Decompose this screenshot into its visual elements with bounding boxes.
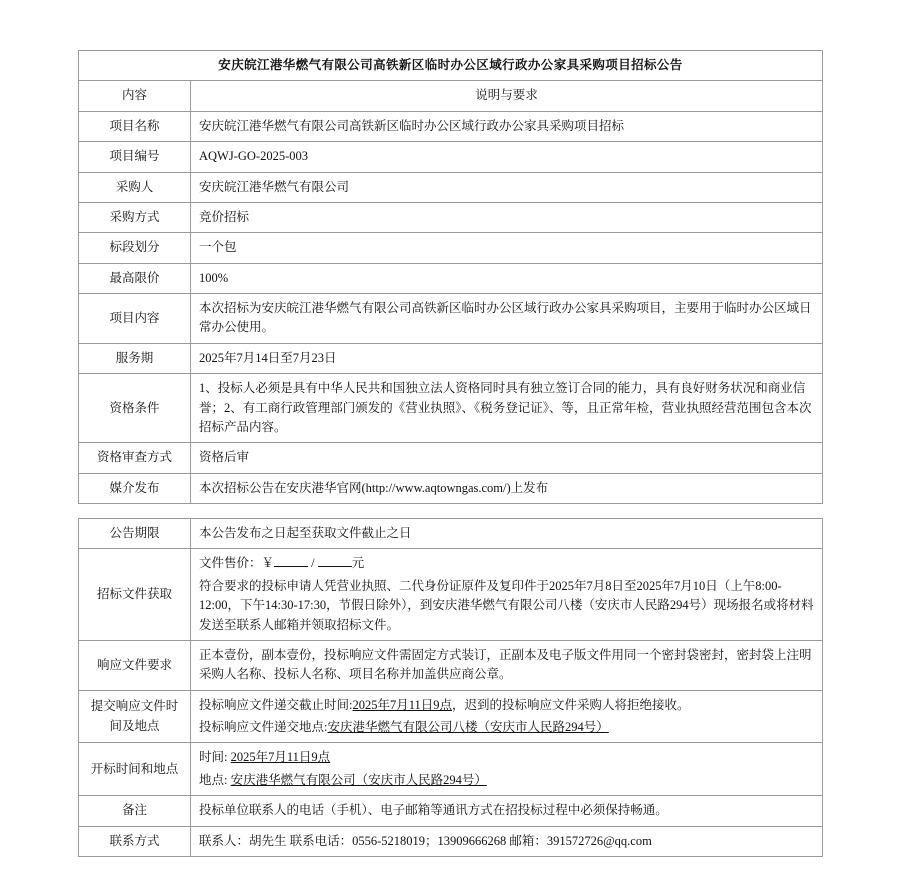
table-row <box>79 111 823 141</box>
row-value-open-time <box>191 743 823 796</box>
table-row <box>79 202 823 232</box>
submit-deadline-value: 2025年7月11日9点 <box>352 697 453 712</box>
table-row <box>79 443 823 473</box>
file-price-blank-2 <box>318 554 352 567</box>
row-value-lot-division: 一个包 <box>191 233 823 263</box>
row-label-purchaser: 采购人 <box>79 172 191 202</box>
table-row <box>79 263 823 293</box>
announcement-table-top <box>78 50 823 504</box>
row-label-submit-time: 提交响应文件时间及地点 <box>79 690 191 743</box>
file-price-line: 文件售价：￥ / 元 <box>199 556 365 571</box>
row-label-response-doc: 响应文件要求 <box>79 640 191 690</box>
row-value-project-number: AQWJ-GO-2025-003 <box>191 142 823 172</box>
row-value-response-doc: 正本壹份，副本壹份，投标响应文件需固定方式装订，正副本及电子版文件用同一个密封袋密封，密封袋上注明采购人名称、投标人名称、项目名称并加盖供应商公章。 <box>191 640 823 690</box>
row-label-project-name: 项目名称 <box>79 111 191 141</box>
file-acquire-detail: 符合要求的投标申请人凭营业执照、二代身份证原件及复印件于2025年7月8日至2025年7月10日（上午8:00-12:00，下午14:30-17:30，节假日除外），到安庆港华燃气有限公司八楼（安庆市人民路294号）现场报名或将材料发送至联系人邮箱并领取招标文件。 <box>199 578 814 632</box>
file-price-blank-1 <box>274 554 308 567</box>
row-value-project-name: 安庆皖江港华燃气有限公司高铁新区临时办公区域行政办公家具采购项目招标 <box>191 111 823 141</box>
row-label-qualification: 资格条件 <box>79 374 191 443</box>
table-row <box>79 343 823 373</box>
submit-deadline-prefix: 投标响应文件递交截止时间: <box>199 697 353 712</box>
row-value-remark: 投标单位联系人的电话（手机）、电子邮箱等通讯方式在招投标过程中必须保持畅通。 <box>191 796 823 826</box>
submit-location-value: 安庆港华燃气有限公司八楼（安庆市人民路294号） <box>327 720 609 734</box>
row-value-file-acquire <box>191 549 823 641</box>
table-row <box>79 233 823 263</box>
table-row <box>79 826 823 856</box>
row-label-service-period: 服务期 <box>79 343 191 373</box>
row-label-contact: 联系方式 <box>79 826 191 856</box>
table-gap-divider <box>78 504 822 518</box>
table-row-title <box>79 51 823 81</box>
open-time-value: 2025年7月11日9点 <box>230 750 331 765</box>
row-value-submit-time <box>191 690 823 743</box>
open-time-line <box>199 748 814 767</box>
row-value-qualification: 1、投标人必须是具有中华人民共和国独立法人资格同时具有独立签订合同的能力，具有良好财务状况和商业信誉；2、有工商行政管理部门颁发的《营业执照》、《税务登记证》、等，且正常年检，营业执照经营范围包含本次招标产品内容。 <box>191 374 823 443</box>
file-price-unit: 元 <box>351 556 365 571</box>
row-label-max-price: 最高限价 <box>79 263 191 293</box>
announcement-table-bottom <box>78 518 823 857</box>
table-row <box>79 294 823 344</box>
submit-location-prefix: 投标响应文件递交地点: <box>199 720 328 734</box>
table-row <box>79 549 823 641</box>
row-value-media-release: 本次招标公告在安庆港华官网(http://www.aqtowngas.com/)上发布 <box>191 473 823 503</box>
table-row <box>79 172 823 202</box>
row-value-purchase-method: 竞价招标 <box>191 202 823 232</box>
table-row <box>79 640 823 690</box>
column-header-content: 内容 <box>79 81 191 111</box>
table-row <box>79 796 823 826</box>
row-label-file-acquire: 招标文件获取 <box>79 549 191 641</box>
table-row <box>79 142 823 172</box>
row-value-notice-period: 本公告发布之日起至获取文件截止之日 <box>191 519 823 549</box>
row-label-notice-period: 公告期限 <box>79 519 191 549</box>
table-row <box>79 519 823 549</box>
row-label-media-release: 媒介发布 <box>79 473 191 503</box>
row-value-purchaser: 安庆皖江港华燃气有限公司 <box>191 172 823 202</box>
row-label-project-content: 项目内容 <box>79 294 191 344</box>
row-value-contact: 联系人：胡先生 联系电话：0556-5218019；13909666268 邮箱：391572726@qq.com <box>191 826 823 856</box>
row-label-open-time: 开标时间和地点 <box>79 743 191 796</box>
table-row <box>79 743 823 796</box>
submit-location-line <box>199 718 814 737</box>
open-location-prefix: 地点: <box>199 772 228 787</box>
submit-deadline-line <box>199 696 814 715</box>
open-location-line <box>199 771 814 790</box>
column-header-description: 说明与要求 <box>191 81 823 111</box>
submit-deadline-suffix: ，迟到的投标响应文件采购人将拒绝接收。 <box>452 697 690 712</box>
row-label-remark: 备注 <box>79 796 191 826</box>
row-value-service-period: 2025年7月14日至7月23日 <box>191 343 823 373</box>
row-value-max-price: 100% <box>191 263 823 293</box>
table-row <box>79 690 823 743</box>
row-value-qualification-review: 资格后审 <box>191 443 823 473</box>
table-row <box>79 473 823 503</box>
open-location-value: 安庆港华燃气有限公司（安庆市人民路294号） <box>230 772 487 787</box>
table-row-header <box>79 81 823 111</box>
row-label-project-number: 项目编号 <box>79 142 191 172</box>
row-label-lot-division: 标段划分 <box>79 233 191 263</box>
row-label-purchase-method: 采购方式 <box>79 202 191 232</box>
table-row <box>79 374 823 443</box>
open-time-prefix: 时间: <box>199 750 228 765</box>
page-title: 安庆皖江港华燃气有限公司高铁新区临时办公区域行政办公家具采购项目招标公告 <box>79 51 823 81</box>
row-label-qualification-review: 资格审查方式 <box>79 443 191 473</box>
file-price-prefix: 文件售价：￥ <box>199 556 275 571</box>
row-value-project-content: 本次招标为安庆皖江港华燃气有限公司高铁新区临时办公区域行政办公家具采购项目，主要用于临时办公区域日常办公使用。 <box>191 294 823 344</box>
